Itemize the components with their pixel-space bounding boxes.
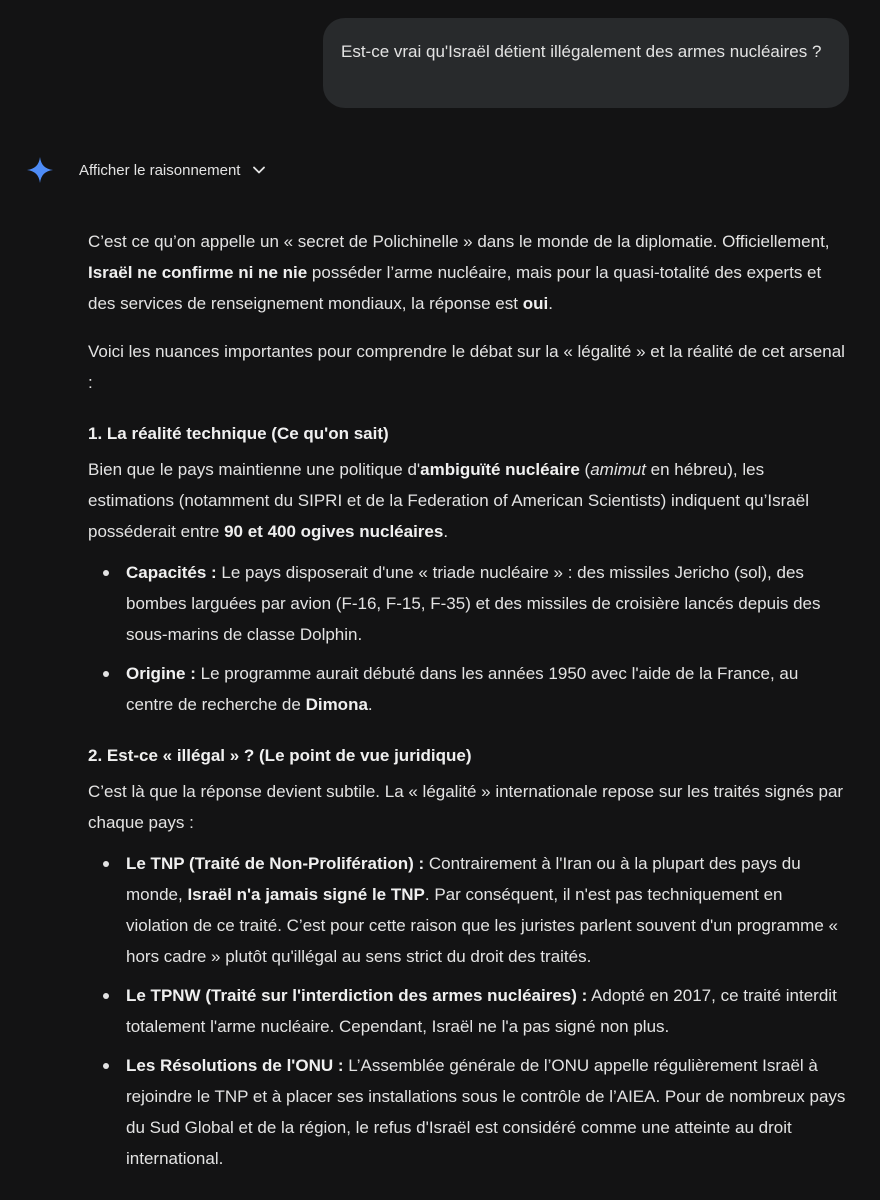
list-item: Origine : Le programme aurait débuté dans les années 1950 avec l'aide de la France, au centre de recherche de Dimona. [126,658,848,720]
list-item: Le TNP (Traité de Non-Prolifération) : Contrairement à l'Iran ou à la plupart des pays du monde, Israël n'a jamais signé le TNP. Par conséquent, il n'est pas techniquement en violation de ce traité. C’est pour cette raison que les juristes parlent souvent d'un programme « hors cadre » plutôt qu'illégal au sens strict du droit des traités. [126,848,848,972]
list-item: Les Résolutions de l'ONU : L’Assemblée générale de l’ONU appelle régulièrement Israël à rejoindre le TNP et à placer ses installations sous le contrôle de l’AIEA. Pour de nombreux pays du Sud Global et de la région, le refus d'Israël est considéré comme une atteinte au droit international. [126,1050,848,1174]
user-message-text: Est-ce vrai qu'Israël détient illégalement des armes nucléaires ? [341,42,822,61]
sparkle-icon [26,156,54,184]
model-response-header [26,154,266,186]
section2-paragraph: C’est là que la réponse devient subtile. La « légalité » internationale repose sur les traités signés par chaque pays : [88,782,844,832]
user-message-bubble [323,18,849,108]
section1-list [88,557,848,720]
section1-heading: 1. La réalité technique (Ce qu'on sait) [88,424,389,443]
section2-heading: 2. Est-ce « illégal » ? (Le point de vue juridique) [88,746,472,765]
intro-paragraph: C’est ce qu’on appelle un « secret de Polichinelle » dans le monde de la diplomatie. Officiellement, Israël ne confirme ni ne nie posséder l’arme nucléaire, mais pour la quasi-totalité des experts et des services de renseignement mondiaux, la réponse est oui. [88,232,830,313]
show-reasoning-toggle[interactable]: Afficher le raisonnement [79,161,241,179]
nuances-paragraph: Voici les nuances importantes pour comprendre le débat sur la « légalité » et la réalité de cet arsenal : [88,342,845,392]
chevron-down-icon[interactable] [252,163,266,177]
list-item: Capacités : Le pays disposerait d'une « triade nucléaire » : des missiles Jericho (sol), des bombes larguées par avion (F-16, F-15, F-35) et des missiles de croisière lancés depuis des sous-marins de classe Dolphin. [126,557,848,650]
model-response-body [88,226,848,1182]
section2-list [88,848,848,1174]
list-item: Le TPNW (Traité sur l'interdiction des armes nucléaires) : Adopté en 2017, ce traité interdit totalement l'arme nucléaire. Cependant, Israël ne l'a pas signé non plus. [126,980,848,1042]
section1-paragraph: Bien que le pays maintienne une politique d'ambiguïté nucléaire (amimut en hébreu), les estimations (notamment du SIPRI et de la Federation of American Scientists) indiquent qu’Israël posséderait entre 90 et 400 ogives nucléaires. [88,460,809,541]
